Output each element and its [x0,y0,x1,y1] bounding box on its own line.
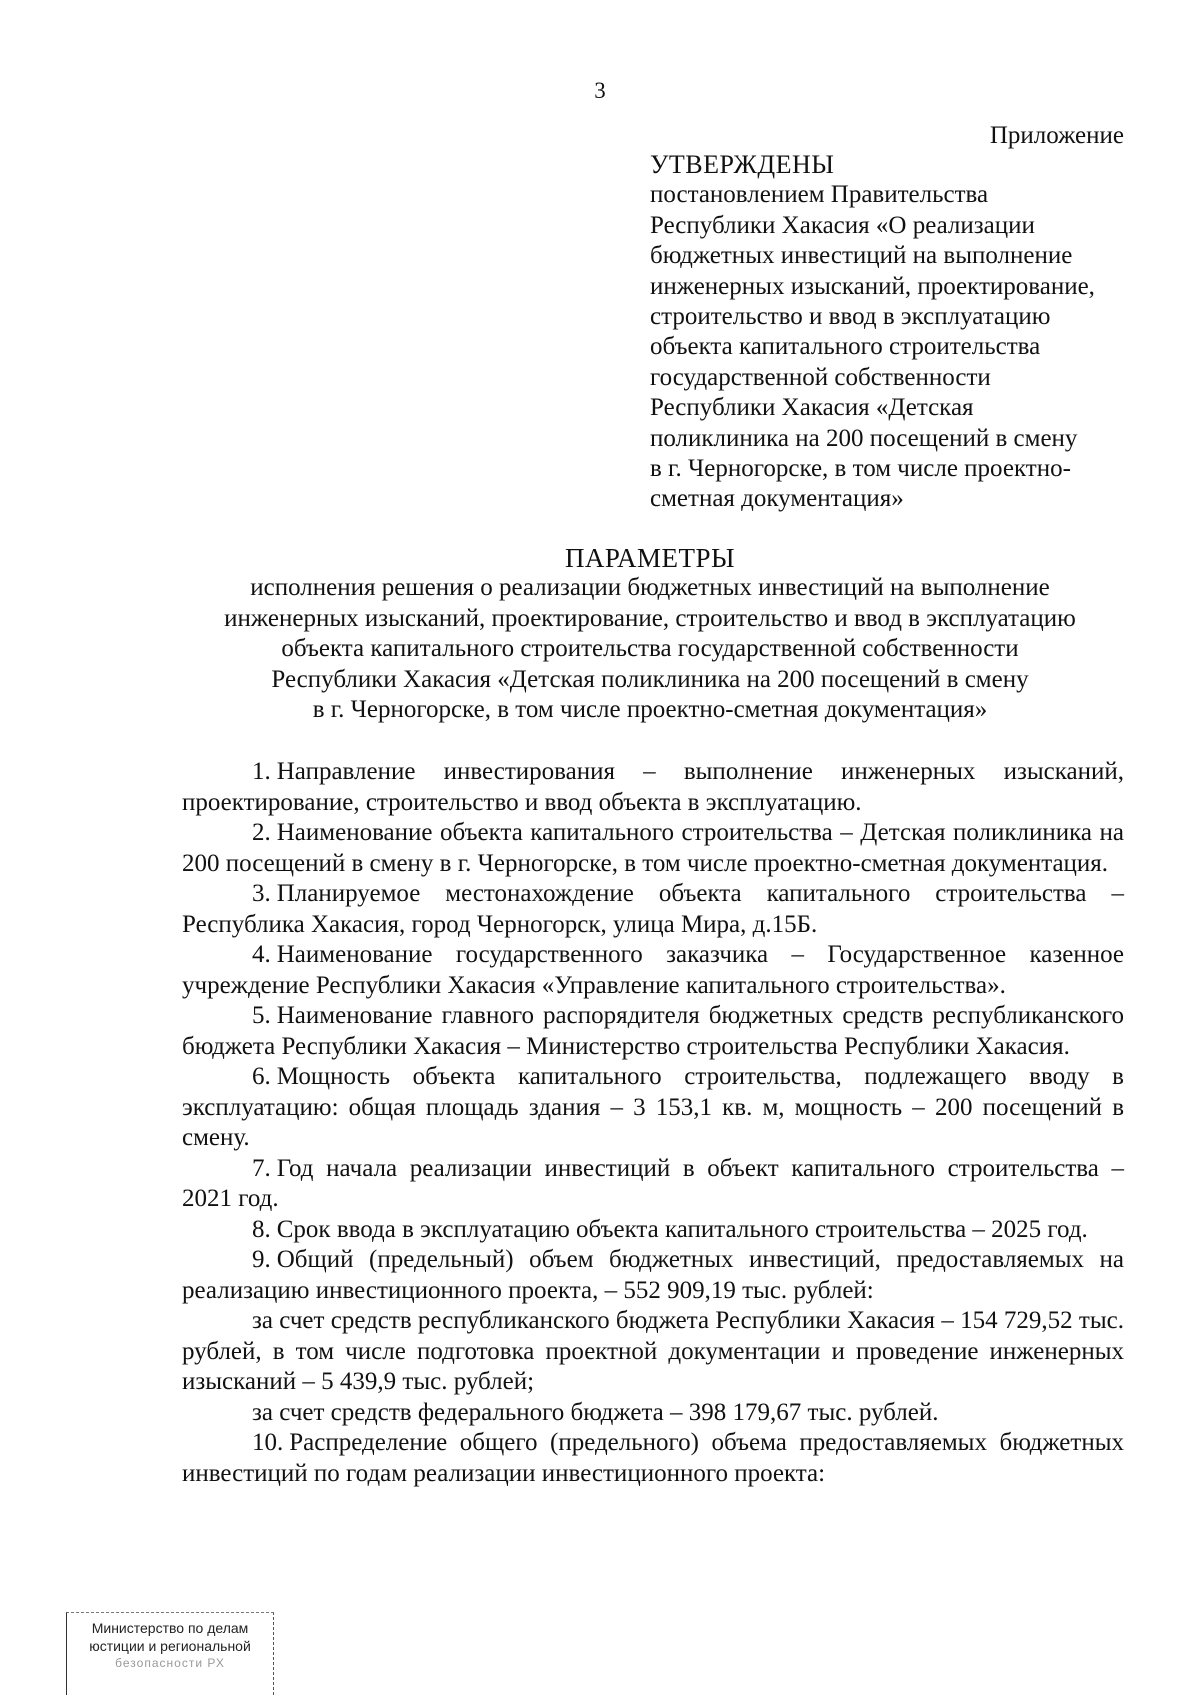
item-number: 10. [252,1429,284,1456]
item-text: Распределение общего (предельного) объема предоставляемых бюджетных инвестиций по годам реализации инвестиционного проекта: [182,1429,1124,1487]
item-number: 5. [252,1002,271,1029]
list-item [182,1001,1124,1062]
item-text: за счет средств республиканского бюджета Республики Хакасия – 154 729,52 тыс. рублей, в том числе подготовка проектной документации и проведение инженерных изысканий – 5 439,9 тыс. рублей; [182,1307,1124,1395]
stamp-line-1: Министерство по делам [91,1620,249,1636]
item-number: 9. [252,1246,271,1273]
list-item [182,1062,1124,1154]
appendix-label: Приложение [989,122,1124,149]
item-number: 2. [252,819,271,846]
item-number: 8. [252,1215,271,1243]
approved-text: постановлением Правительства Республики Хакасия «О реализации бюджетных инвестиций на выполнение инженерных изысканий, проектирование, строительство и ввод в эксплуатацию объекта капитального строительства государственной собственности Республики Хакасия «Детская поликлиника на 200 посещений в смену в г. Черногорске, в том числе проектно- сметная документация» [650,181,1095,513]
item-number: 3. [252,880,271,907]
document-title: ПАРАМЕТРЫ [564,543,736,573]
list-item [182,1245,1124,1306]
stamp-line-3: безопасности РХ [115,1656,225,1670]
item-number: 1. [252,758,271,785]
approval-block [650,150,1130,515]
list-item [182,879,1124,940]
item-text: Наименование государственного заказчика – Государственное казенное учреждение Республики Хакасия «Управление капитального строительства». [182,941,1124,999]
item-number: 4. [252,941,271,968]
list-item [182,1306,1124,1398]
approved-label: УТВЕРЖДЕНЫ [650,150,835,179]
item-text: Мощность объекта капитального строительства, подлежащего вводу в эксплуатацию: общая площадь здания – 3 153,1 кв. м, мощность – 200 посещений в смену. [182,1063,1124,1151]
item-text: Планируемое местонахождение объекта капитального строительства – Республика Хакасия, город Черногорск, улица Мира, д.15Б. [182,880,1124,938]
list-item [182,1398,1124,1429]
page-number: 3 [594,78,606,103]
item-text: Срок ввода в эксплуатацию объекта капитального строительства – 2025 год. [276,1215,1088,1243]
stamp-line-2: юстиции и региональной [89,1638,251,1654]
list-item [182,818,1124,879]
parameters-list [182,757,1124,1489]
item-number: 6. [252,1063,271,1090]
list-item [182,1428,1124,1489]
registration-stamp [66,1612,274,1695]
list-item [182,940,1124,1001]
list-item [182,1154,1124,1215]
item-number: 7. [252,1154,271,1182]
item-text: Год начала реализации инвестиций в объект капитального строительства – 2021 год. [182,1154,1124,1212]
list-item [182,1215,1124,1246]
document-subtitle: исполнения решения о реализации бюджетных инвестиций на выполнение инженерных изысканий, проектирование, строительство и ввод в эксплуатацию объекта капитального строительства государственной собственности Республики Хакасия «Детская поликлиника на 200 посещений в смену в г. Черногорске, в том числе проектно-сметная документация» [224,574,1076,723]
item-text: Направление инвестирования – выполнение инженерных изысканий, проектирование, строительство и ввод объекта в эксплуатацию. [182,758,1124,816]
list-item [182,757,1124,818]
item-text: Наименование объекта капитального строительства – Детская поликлиника на 200 посещений в смену в г. Черногорске, в том числе проектно-сметная документация. [182,819,1124,877]
item-text: Наименование главного распорядителя бюджетных средств республиканского бюджета Республики Хакасия – Министерство строительства Республики Хакасия. [182,1002,1124,1060]
item-text: за счет средств федерального бюджета – 398 179,67 тыс. рублей. [252,1398,939,1426]
item-text: Общий (предельный) объем бюджетных инвестиций, предоставляемых на реализацию инвестиционного проекта, – 552 909,19 тыс. рублей: [182,1246,1124,1304]
